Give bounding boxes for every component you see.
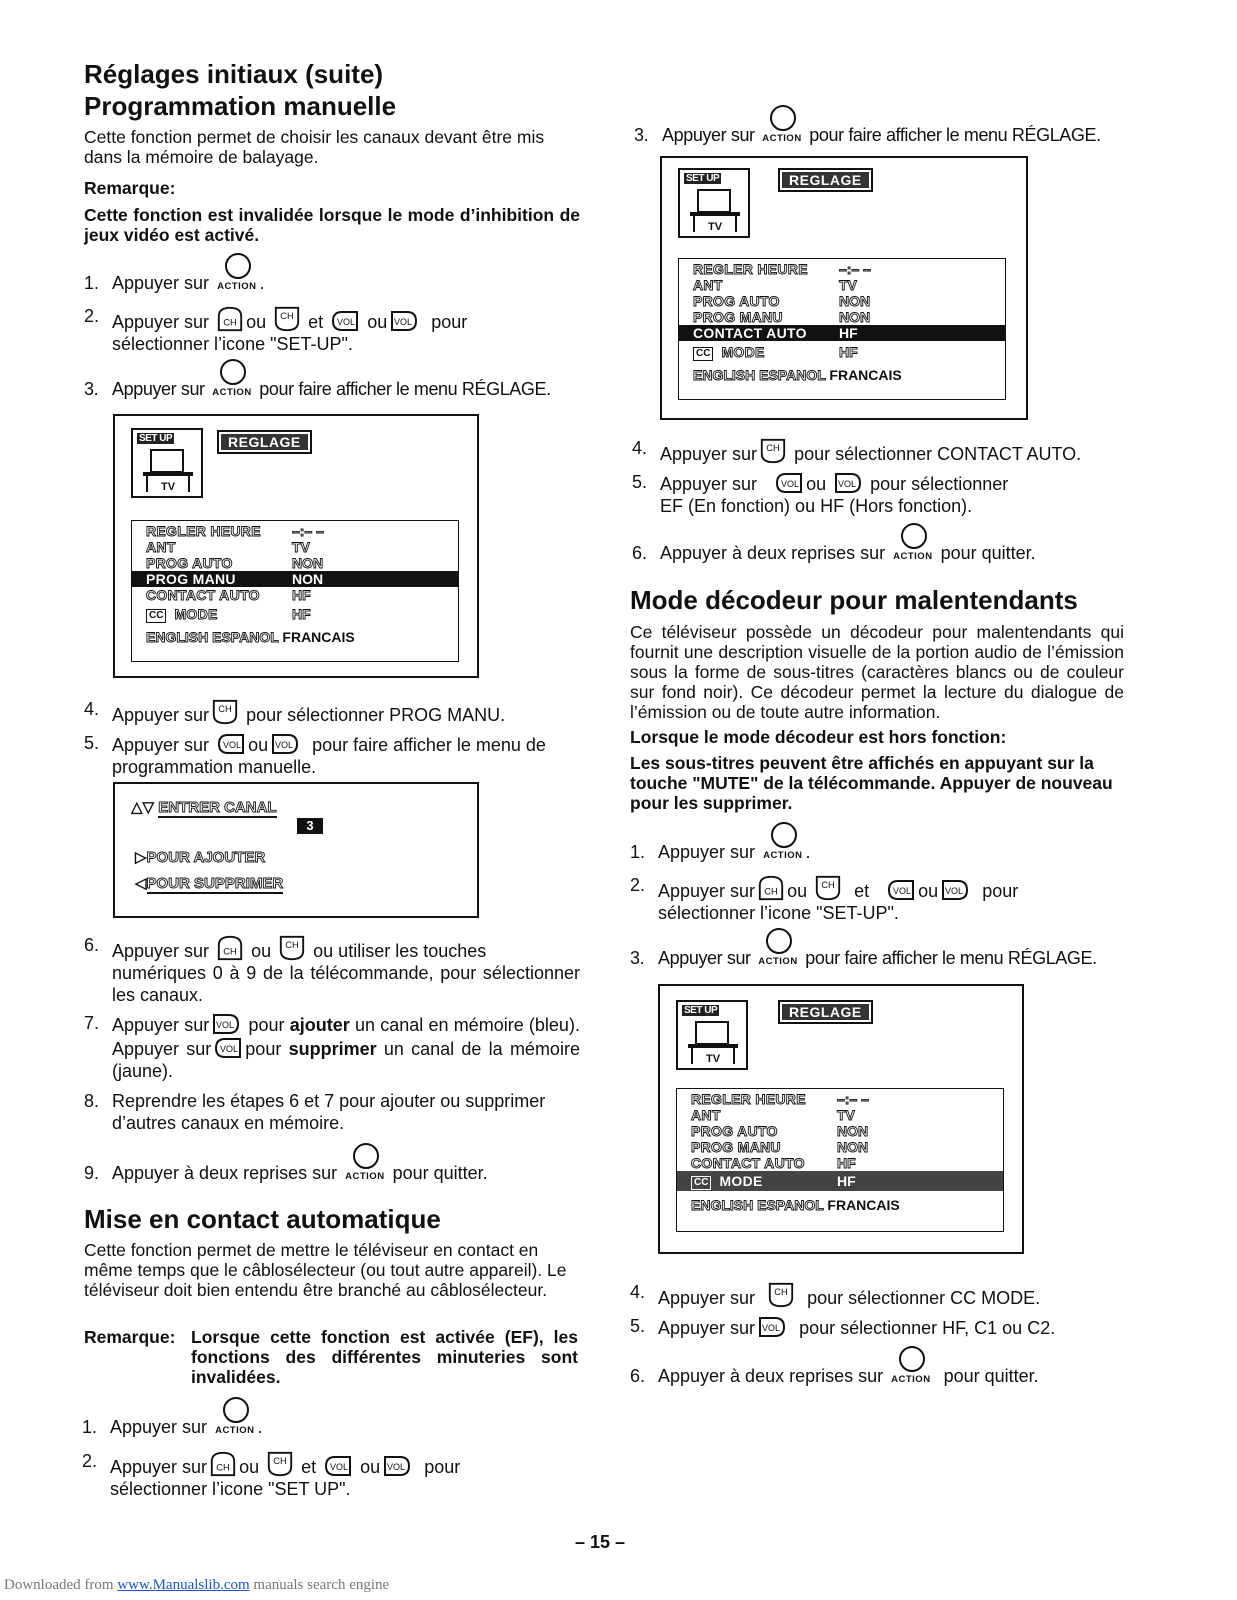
remark2: Remarque: Lorsque cette fonction est activée (EF), les fonctions des différentes minuteries sont invalidées. [84, 1327, 578, 1387]
decoder-step-6: 6. Appuyer à deux reprises sur ACTION pour quitter. [630, 1365, 1158, 1391]
menu-row-ant[interactable]: ANT TV [691, 1107, 855, 1123]
section-title-manual: Programmation manuelle [84, 91, 397, 121]
step-2: 2. Appuyer sur ou et ou pour sélectionner l’icone "SET-UP". [84, 306, 468, 354]
left-triangle-icon: ◁ [135, 875, 147, 892]
decoder-step-3: 3. Appuyer sur ACTION pour faire afficher le menu RÉGLAGE. [630, 947, 1158, 973]
vol-right-icon [757, 1315, 787, 1339]
vol-left-icon [213, 1036, 243, 1060]
action-key-icon: ACTION [762, 128, 801, 150]
vol-right-icon [940, 878, 970, 902]
svg-text:TV: TV [705, 1053, 721, 1065]
menu-row-contact-auto[interactable]: CONTACT AUTO HF [146, 587, 311, 603]
tv-icon [688, 188, 742, 234]
manual-programming-screen [113, 782, 479, 918]
step-5: 5. Appuyer sur ou pour faire afficher le menu de programmation manuelle. [84, 733, 546, 777]
ch-down-icon [767, 1281, 795, 1309]
settings-menu [131, 520, 459, 662]
contact-step-5: 5. Appuyer sur ou pour sélectionner EF (En fonction) ou HF (Hors fonction). [632, 472, 1009, 516]
setup-icon-box: SET UP TV [678, 168, 750, 238]
decoder-off-text: Les sous-titres peuvent être affichés en appuyant sur la touche "MUTE" de la télécommande. Appuyer de nouveau pour les supprimer. [630, 753, 1113, 813]
cc-icon: CC [146, 609, 166, 623]
vol-right-icon [389, 309, 419, 333]
action-key-icon: ACTION [215, 1420, 254, 1442]
action-key-icon: ACTION [758, 951, 797, 973]
contact-step-6: 6. Appuyer à deux reprises sur ACTION pour quitter. [632, 542, 1160, 568]
remark-label: Remarque: [84, 178, 176, 198]
ch-up-icon [216, 305, 244, 333]
menu-row-prog-manu-selected[interactable]: PROG MANU NON [132, 571, 458, 587]
step-4: 4. Appuyer sur pour sélectionner PROG MANU. [84, 699, 506, 725]
menu-row-prog-auto[interactable]: PROG AUTO NON [691, 1123, 869, 1139]
action-key-icon: ACTION [891, 1369, 930, 1391]
decoder-step-2: 2. Appuyer sur ou et ou pour sélectionner l’icone "SET-UP". [630, 875, 1019, 923]
menu-row-cc-mode[interactable]: CC MODE HF [679, 341, 1005, 363]
ch-up-icon [209, 1450, 237, 1478]
action-key-icon: ACTION [893, 546, 932, 568]
menu-row-language[interactable]: ENGLISH ESPANOL FRANCAIS [693, 367, 902, 383]
action-key-icon: ACTION [345, 1166, 384, 1188]
reglage-screen-cc-mode [658, 984, 1024, 1254]
step-1: 1. Appuyer sur ACTION . [84, 272, 592, 298]
section-title-contact: Mise en contact automatique [84, 1204, 441, 1234]
ch-down-icon [814, 874, 842, 902]
manual-intro: Cette fonction permet de choisir les canaux devant être mis dans la mémoire de balayage. [84, 127, 545, 167]
step-3: 3. Appuyer sur ACTION pour faire afficher le menu RÉGLAGE. [84, 378, 612, 404]
step-7: 7. Appuyer sur pour ajouter un canal en mémoire (bleu). Appuyer sur pour supprimer un canal de la mémoire (jaune). [84, 1013, 580, 1081]
ch-up-icon [757, 874, 785, 902]
vol-right-icon [211, 1012, 241, 1036]
menu-row-heure[interactable]: REGLER HEURE –:– – [693, 261, 871, 277]
vol-left-icon [330, 309, 360, 333]
ch-up-icon [216, 934, 244, 962]
page-title: Réglages initiaux (suite) [84, 59, 384, 89]
menu-row-prog-manu[interactable]: PROG MANU NON [691, 1139, 869, 1155]
page-number: – 15 – [575, 1532, 626, 1552]
ch-down-icon [759, 437, 787, 465]
ch-down-icon [278, 934, 306, 962]
setup-icon-box: SET UP TV [676, 1000, 748, 1070]
step-6: 6. Appuyer sur ou ou utiliser les touches numériques 0 à 9 de la télécommande, pour sélectionner les canaux. [84, 935, 580, 1005]
enter-channel-row: △▽ ENTRER CANAL [131, 799, 277, 816]
vol-left-icon [886, 878, 916, 902]
footer: Downloaded from www.Manualslib.com manuals search engine [4, 1577, 390, 1593]
manualslib-link[interactable]: www.Manualslib.com [117, 1577, 250, 1593]
ch-down-icon [266, 1450, 294, 1478]
up-down-arrows-icon: △▽ [131, 799, 155, 816]
step-9: 9. Appuyer à deux reprises sur ACTION pour quitter. [84, 1162, 592, 1188]
decoder-step-5: 5. Appuyer sur pour sélectionner HF, C1 ou C2. [630, 1316, 1056, 1338]
step-8: 8. Reprendre les étapes 6 et 7 pour ajouter ou supprimer d’autres canaux en mémoire. [84, 1091, 546, 1133]
menu-row-ant[interactable]: ANT TV [146, 539, 310, 555]
section-title-decoder: Mode décodeur pour malentendants [630, 585, 1078, 615]
reglage-screen-contact-auto [660, 156, 1028, 420]
contact-step-4: 4. Appuyer sur pour sélectionner CONTACT AUTO. [632, 438, 1082, 464]
vol-left-icon [323, 1454, 353, 1478]
vol-left-icon [774, 471, 804, 495]
menu-row-prog-auto[interactable]: PROG AUTO NON [693, 293, 871, 309]
svg-text:TV: TV [160, 481, 176, 493]
decoder-off-label: Lorsque le mode décodeur est hors fonction: [630, 727, 1007, 747]
menu-row-contact-auto-selected[interactable]: CONTACT AUTO HF [679, 325, 1005, 341]
vol-right-icon [833, 471, 863, 495]
decoder-step-1: 1. Appuyer sur ACTION . [630, 841, 1158, 867]
menu-row-ant[interactable]: ANT TV [693, 277, 857, 293]
reglage-title: REGLAGE [221, 434, 308, 450]
remark-text: Cette fonction est invalidée lorsque le mode d’inhibition de jeux vidéo est activé. [84, 205, 580, 245]
vol-left-icon [216, 732, 246, 756]
contact-step-1: 1. Appuyer sur ACTION . [82, 1416, 590, 1442]
tv-icon [141, 448, 195, 494]
tv-icon [686, 1020, 740, 1066]
decoder-intro: Ce téléviseur possède un décodeur pour malentendants qui fournit une description visuelle de la portion audio de l’émission sous la forme de sous-titres (caractères blancs ou de couleur sur fond noir). Ce décodeur permet la lecture du dialogue de l’émission ou de toute autre information. [630, 622, 1124, 722]
right-triangle-icon: ▷ [135, 849, 147, 866]
action-key-icon: ACTION [217, 276, 256, 298]
menu-row-contact-auto[interactable]: CONTACT AUTO HF [691, 1155, 856, 1171]
setup-icon-box: SET UP TV [131, 428, 203, 498]
reglage-screen-prog-manu [113, 414, 479, 678]
reglage-title: REGLAGE [782, 1004, 869, 1020]
menu-row-prog-manu[interactable]: PROG MANU NON [693, 309, 871, 325]
cc-icon: CC [691, 1176, 711, 1190]
cc-icon: CC [693, 347, 713, 361]
menu-row-heure[interactable]: REGLER HEURE –:– – [691, 1091, 869, 1107]
vol-right-icon [270, 732, 300, 756]
menu-row-language[interactable]: ENGLISH ESPANOL FRANCAIS [146, 629, 355, 645]
contact-intro: Cette fonction permet de mettre le téléviseur en contact en même temps que le câblosélecteur (ou tout autre appareil). Le téléviseur doit bien entendu être branché au câblosélecteur. [84, 1240, 567, 1300]
decoder-step-4: 4. Appuyer sur pour sélectionner CC MODE. [630, 1282, 1041, 1308]
ch-down-icon [273, 305, 301, 333]
menu-row-cc-mode[interactable]: CC MODE HF [132, 603, 458, 625]
add-row[interactable]: ▷POUR AJOUTER [135, 849, 266, 866]
action-key-icon: ACTION [212, 382, 251, 404]
menu-row-language[interactable]: ENGLISH ESPANOL FRANCAIS [691, 1197, 900, 1213]
ch-down-icon [211, 698, 239, 726]
menu-row-prog-auto[interactable]: PROG AUTO NON [146, 555, 324, 571]
settings-menu [676, 1088, 1004, 1232]
settings-menu [678, 258, 1006, 400]
reglage-title: REGLAGE [782, 172, 869, 188]
vol-right-icon [382, 1454, 412, 1478]
channel-number: 3 [297, 818, 323, 834]
contact-step-2: 2. Appuyer sur ou et ou pour sélectionner l’icone "SET UP". [82, 1451, 461, 1499]
remove-row[interactable]: ◁POUR SUPPRIMER [135, 875, 284, 892]
menu-row-cc-mode-selected[interactable]: CC MODE HF [677, 1171, 1003, 1191]
contact-step-3: 3. Appuyer sur ACTION pour faire afficher le menu RÉGLAGE. [634, 124, 1162, 150]
svg-text:TV: TV [707, 221, 723, 233]
action-key-icon: ACTION [763, 845, 802, 867]
menu-row-heure[interactable]: REGLER HEURE –:– – [146, 523, 324, 539]
